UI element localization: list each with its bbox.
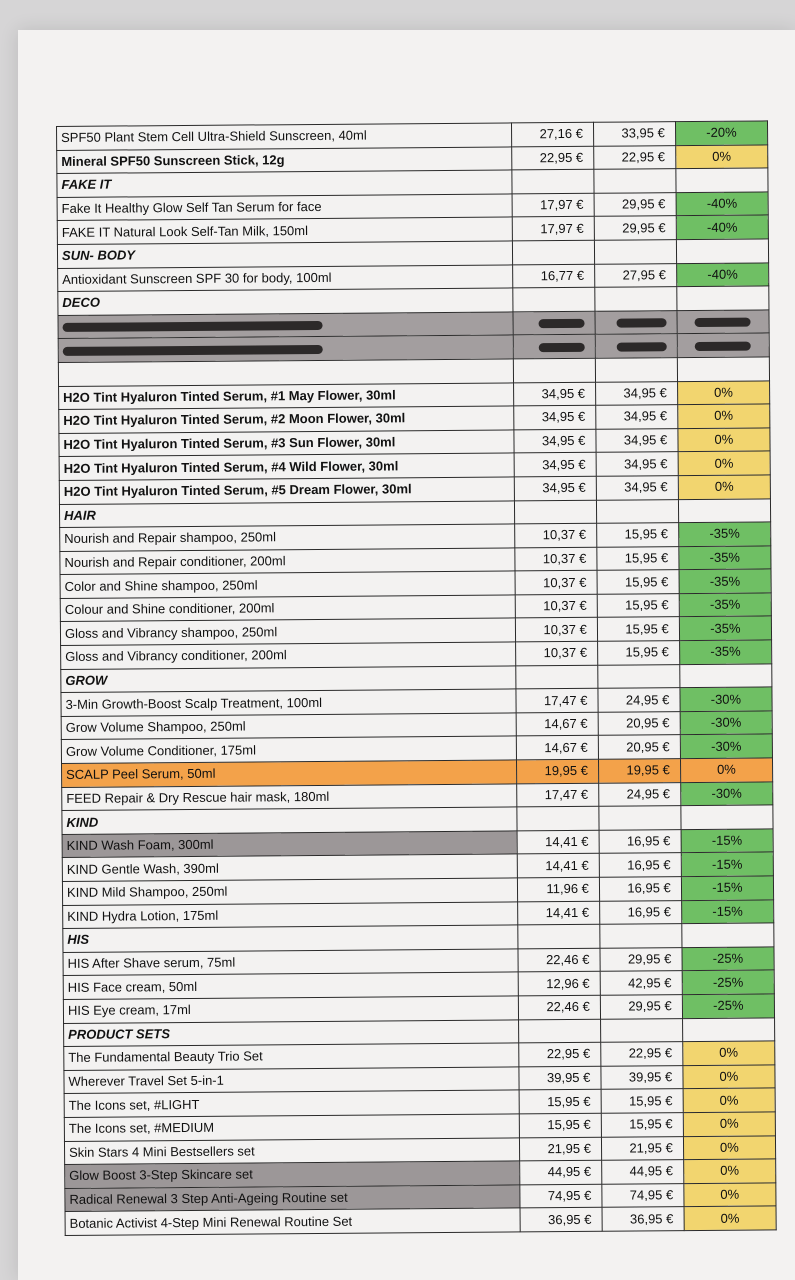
empty-cell	[677, 286, 769, 310]
discount-percent: 0%	[675, 145, 767, 169]
discount-percent: -20%	[675, 121, 767, 145]
discount-percent: 0%	[678, 451, 770, 475]
discounted-price: 14,67 €	[516, 736, 598, 760]
original-price: 34,95 €	[595, 381, 677, 405]
section-title: KIND	[62, 807, 517, 834]
section-title: PRODUCT SETS	[64, 1019, 519, 1046]
section-title: HAIR	[59, 500, 514, 527]
discount-percent: 0%	[683, 1065, 775, 1089]
discount-percent: 0%	[682, 1041, 774, 1065]
section-title: FAKE IT	[57, 170, 512, 197]
redacted-cell	[513, 311, 595, 335]
discounted-price: 14,67 €	[516, 712, 598, 736]
discount-percent: -35%	[678, 522, 770, 546]
discounted-price: 15,95 €	[519, 1090, 601, 1114]
empty-cell	[514, 500, 596, 524]
original-price: 33,95 €	[593, 122, 675, 146]
product-name: The Icons set, #MEDIUM	[64, 1114, 519, 1141]
price-table-body	[57, 121, 777, 1235]
discounted-price: 12,96 €	[518, 972, 600, 996]
product-name: H2O Tint Hyaluron Tinted Serum, #5 Dream Flower, 30ml	[59, 477, 514, 504]
discount-percent: -35%	[679, 546, 771, 570]
product-name: H2O Tint Hyaluron Tinted Serum, #4 Wild Flower, 30ml	[59, 453, 514, 480]
product-name: HIS After Shave serum, 75ml	[63, 949, 518, 976]
empty-cell	[600, 1018, 682, 1042]
discount-percent: 0%	[683, 1088, 775, 1112]
paper-sheet	[18, 30, 795, 1280]
discount-percent: -25%	[682, 994, 774, 1018]
discounted-price: 10,37 €	[515, 594, 597, 618]
original-price: 34,95 €	[596, 405, 678, 429]
redaction-scribble	[538, 319, 584, 328]
discount-percent: 0%	[677, 380, 769, 404]
discount-percent: 0%	[678, 475, 770, 499]
discounted-price: 39,95 €	[519, 1066, 601, 1090]
original-price: 29,95 €	[600, 947, 682, 971]
original-price: 16,95 €	[599, 829, 681, 853]
discounted-price: 27,16 €	[511, 122, 593, 146]
redaction-scribble	[539, 343, 585, 352]
discount-percent: -30%	[680, 782, 772, 806]
price-table	[56, 120, 777, 1235]
discounted-price: 16,77 €	[513, 264, 595, 288]
original-price: 15,95 €	[601, 1113, 683, 1137]
empty-cell	[512, 240, 594, 264]
redacted-cell	[58, 312, 513, 339]
discount-percent: -15%	[681, 876, 773, 900]
discounted-price: 10,37 €	[515, 547, 597, 571]
empty-cell	[594, 240, 676, 264]
discounted-price: 14,41 €	[517, 854, 599, 878]
discount-percent: 0%	[677, 404, 769, 428]
product-name: Color and Shine shampoo, 250ml	[60, 571, 515, 598]
redaction-scribble	[616, 318, 666, 327]
section-title: SUN- BODY	[57, 241, 512, 268]
discount-percent: -35%	[679, 593, 771, 617]
original-price: 20,95 €	[598, 735, 680, 759]
discounted-price: 15,95 €	[519, 1113, 601, 1137]
discount-percent: -30%	[680, 734, 772, 758]
product-name: Botanic Activist 4-Step Mini Renewal Routine Set	[65, 1208, 520, 1235]
redacted-cell	[677, 310, 769, 334]
product-name: HIS Face cream, 50ml	[63, 972, 518, 999]
empty-cell	[516, 665, 598, 689]
empty-cell	[682, 923, 774, 947]
discount-percent: 0%	[680, 758, 772, 782]
product-name: Grow Volume Shampoo, 250ml	[61, 713, 516, 740]
empty-cell	[58, 359, 513, 386]
original-price: 15,95 €	[597, 617, 679, 641]
product-name: The Icons set, #LIGHT	[64, 1090, 519, 1117]
discounted-price: 22,95 €	[519, 1042, 601, 1066]
product-name: KIND Wash Foam, 300ml	[62, 831, 517, 858]
original-price: 36,95 €	[602, 1207, 684, 1231]
discounted-price: 14,41 €	[518, 901, 600, 925]
empty-cell	[682, 1017, 774, 1041]
original-price: 15,95 €	[601, 1089, 683, 1113]
discount-percent: -15%	[681, 899, 773, 923]
redaction-scribble	[695, 341, 751, 350]
discounted-price: 34,95 €	[514, 405, 596, 429]
redacted-cell	[58, 335, 513, 362]
original-price: 34,95 €	[596, 452, 678, 476]
original-price: 22,95 €	[594, 145, 676, 169]
redacted-cell	[513, 335, 595, 359]
discounted-price: 11,96 €	[517, 877, 599, 901]
original-price: 15,95 €	[597, 641, 679, 665]
original-price: 29,95 €	[594, 192, 676, 216]
discounted-price: 10,37 €	[515, 523, 597, 547]
section-title: DECO	[58, 288, 513, 315]
redaction-scribble	[63, 345, 323, 356]
empty-cell	[681, 805, 773, 829]
discounted-price: 17,97 €	[512, 217, 594, 241]
product-name: Skin Stars 4 Mini Bestsellers set	[64, 1137, 519, 1164]
product-name: Radical Renewal 3 Step Anti-Ageing Routine set	[65, 1185, 520, 1212]
empty-cell	[518, 924, 600, 948]
discounted-price: 34,95 €	[514, 429, 596, 453]
original-price: 34,95 €	[596, 428, 678, 452]
product-name: Colour and Shine conditioner, 200ml	[60, 595, 515, 622]
discount-percent: -15%	[681, 829, 773, 853]
discounted-price: 19,95 €	[516, 759, 598, 783]
discount-percent: -25%	[682, 970, 774, 994]
product-name: Gloss and Vibrancy conditioner, 200ml	[61, 642, 516, 669]
discount-percent: -30%	[680, 711, 772, 735]
empty-cell	[513, 287, 595, 311]
original-price: 39,95 €	[601, 1065, 683, 1089]
empty-cell	[676, 239, 768, 263]
product-row	[65, 1206, 776, 1235]
discounted-price: 14,41 €	[517, 830, 599, 854]
discount-percent: -15%	[681, 852, 773, 876]
original-price: 15,95 €	[597, 546, 679, 570]
original-price: 74,95 €	[602, 1183, 684, 1207]
product-name: 3-Min Growth-Boost Scalp Treatment, 100ml	[61, 689, 516, 716]
discount-percent: 0%	[683, 1135, 775, 1159]
discounted-price: 44,95 €	[520, 1160, 602, 1184]
original-price: 34,95 €	[596, 476, 678, 500]
discount-percent: -35%	[679, 569, 771, 593]
discounted-price: 17,97 €	[512, 193, 594, 217]
discount-percent: 0%	[684, 1206, 776, 1230]
product-name: Antioxidant Sunscreen SPF 30 for body, 100ml	[58, 264, 513, 291]
product-name: SPF50 Plant Stem Cell Ultra-Shield Sunscreen, 40ml	[57, 123, 512, 150]
original-price: 16,95 €	[599, 877, 681, 901]
discounted-price: 34,95 €	[514, 476, 596, 500]
original-price: 21,95 €	[601, 1136, 683, 1160]
discounted-price: 10,37 €	[516, 641, 598, 665]
empty-cell	[595, 358, 677, 382]
discounted-price: 17,47 €	[516, 689, 598, 713]
empty-cell	[598, 664, 680, 688]
empty-cell	[676, 168, 768, 192]
original-price: 20,95 €	[598, 711, 680, 735]
redacted-cell	[595, 310, 677, 334]
original-price: 27,95 €	[594, 263, 676, 287]
original-price: 29,95 €	[600, 995, 682, 1019]
discount-percent: 0%	[683, 1112, 775, 1136]
product-name: Fake It Healthy Glow Self Tan Serum for face	[57, 194, 512, 221]
product-name: Glow Boost 3-Step Skincare set	[65, 1161, 520, 1188]
product-name: Wherever Travel Set 5-in-1	[64, 1067, 519, 1094]
discounted-price: 36,95 €	[520, 1208, 602, 1232]
empty-cell	[677, 357, 769, 381]
discounted-price: 34,95 €	[514, 382, 596, 406]
redaction-scribble	[616, 342, 666, 351]
empty-cell	[600, 924, 682, 948]
redaction-scribble	[695, 318, 751, 327]
product-name: Gloss and Vibrancy shampoo, 250ml	[60, 618, 515, 645]
empty-cell	[519, 1019, 601, 1043]
empty-cell	[517, 806, 599, 830]
product-name: SCALP Peel Serum, 50ml	[62, 760, 517, 787]
empty-cell	[599, 806, 681, 830]
original-price: 16,95 €	[599, 900, 681, 924]
empty-cell	[595, 287, 677, 311]
product-name: H2O Tint Hyaluron Tinted Serum, #1 May Flower, 30ml	[59, 382, 514, 409]
original-price: 24,95 €	[599, 782, 681, 806]
product-name: Mineral SPF50 Sunscreen Stick, 12g	[57, 147, 512, 174]
redacted-cell	[595, 334, 677, 358]
product-name: Nourish and Repair shampoo, 250ml	[60, 524, 515, 551]
empty-cell	[513, 358, 595, 382]
section-title: HIS	[63, 925, 518, 952]
product-name: Nourish and Repair conditioner, 200ml	[60, 548, 515, 575]
discount-percent: -40%	[676, 192, 768, 216]
empty-cell	[596, 499, 678, 523]
empty-cell	[679, 664, 771, 688]
discounted-price: 22,46 €	[518, 995, 600, 1019]
redaction-scribble	[63, 321, 323, 332]
original-price: 15,95 €	[597, 593, 679, 617]
discounted-price: 22,95 €	[512, 146, 594, 170]
original-price: 24,95 €	[598, 688, 680, 712]
original-price: 29,95 €	[594, 216, 676, 240]
product-name: KIND Gentle Wash, 390ml	[62, 854, 517, 881]
original-price: 42,95 €	[600, 971, 682, 995]
discount-percent: -25%	[682, 947, 774, 971]
original-price: 19,95 €	[598, 759, 680, 783]
section-title: GROW	[61, 666, 516, 693]
discount-percent: 0%	[683, 1159, 775, 1183]
product-name: H2O Tint Hyaluron Tinted Serum, #2 Moon Flower, 30ml	[59, 406, 514, 433]
discount-percent: -40%	[676, 215, 768, 239]
discounted-price: 74,95 €	[520, 1184, 602, 1208]
product-name: FAKE IT Natural Look Self-Tan Milk, 150ml	[57, 217, 512, 244]
original-price: 22,95 €	[601, 1042, 683, 1066]
product-name: The Fundamental Beauty Trio Set	[64, 1043, 519, 1070]
original-price: 16,95 €	[599, 853, 681, 877]
product-name: KIND Mild Shampoo, 250ml	[62, 878, 517, 905]
product-name: FEED Repair & Dry Rescue hair mask, 180ml	[62, 784, 517, 811]
discounted-price: 10,37 €	[515, 618, 597, 642]
product-name: H2O Tint Hyaluron Tinted Serum, #3 Sun Flower, 30ml	[59, 430, 514, 457]
product-name: Grow Volume Conditioner, 175ml	[61, 736, 516, 763]
discounted-price: 22,46 €	[518, 948, 600, 972]
original-price: 44,95 €	[602, 1160, 684, 1184]
discount-percent: 0%	[684, 1183, 776, 1207]
discount-percent: -35%	[679, 616, 771, 640]
discount-percent: 0%	[678, 428, 770, 452]
product-name: KIND Hydra Lotion, 175ml	[63, 901, 518, 928]
discount-percent: -40%	[676, 262, 768, 286]
price-list	[56, 120, 777, 1235]
discounted-price: 17,47 €	[517, 783, 599, 807]
original-price: 15,95 €	[597, 570, 679, 594]
discounted-price: 21,95 €	[519, 1137, 601, 1161]
original-price: 15,95 €	[596, 523, 678, 547]
redacted-cell	[677, 333, 769, 357]
empty-cell	[594, 169, 676, 193]
discounted-price: 34,95 €	[514, 453, 596, 477]
discounted-price: 10,37 €	[515, 571, 597, 595]
empty-cell	[512, 169, 594, 193]
discount-percent: -35%	[679, 640, 771, 664]
discount-percent: -30%	[680, 687, 772, 711]
empty-cell	[678, 498, 770, 522]
product-name: HIS Eye cream, 17ml	[63, 996, 518, 1023]
